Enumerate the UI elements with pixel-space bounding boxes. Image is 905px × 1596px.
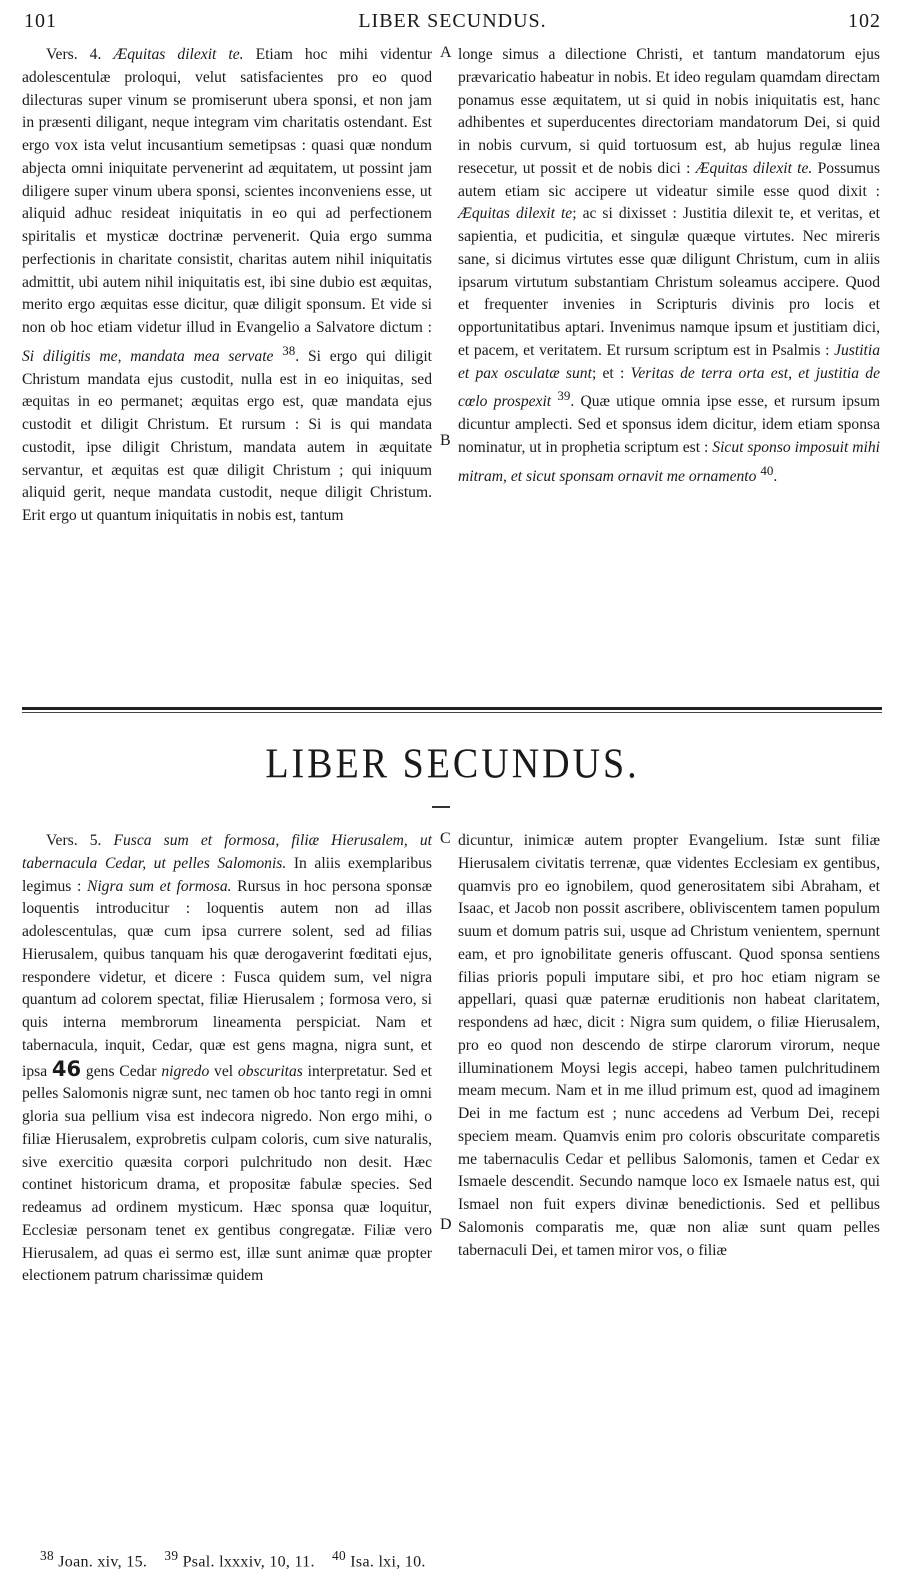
page-number-left: 101 xyxy=(24,10,57,32)
page-number-right: 102 xyxy=(848,10,881,32)
paragraph: longe simus a dilectione Christi, et tantum mandatorum ejus prævaricatio habeatur in nobis. Et ideo regulam quamdam directam ponamus esse æquitatem, ut si quid in nobis iniquitatis est, hanc adhibentes et superducentes directoriam mandatorum Dei, si quid in nobis curvum, si quid tortuosum est, ab hujus regulæ linea resecetur, ut possit et de nobis dici : Æquitas dilexit te. Possumus autem etiam sic accipere ut videatur simile esse quod dixit : Æquitas dilexit te; ac si dixisset : Justitia dilexit te, et veritas, et sapientia, et pudicitia, et singulæ quæque virtutes. Nec mireris sane, si dicimus virtutes esse quæ diligunt Christum, cum in aliis ipsarum virtutum substantiam Christum soleamus accipere. Quod et frequenter invenies in Scripturis divinis pro locis et opportunitatibus aptari. Invenimus namque ipsum et justitiam dici, et pacem, et veritatem. Et rursum scriptum est in Psalmis : Justitia et pax osculatæ sunt; et : Veritas de terra orta est, et justitia de cœlo prospexit $^{39}$. Quæ utique omnia ipse esse, et rursum ipsum dicuntur amplecti. Sed et sponsus idem dicitur, idem etiam sponsa nominatur, ut in prophetia scriptum est : Sicut sponso imposuit mihi mitram, et sicut sponsam ornavit me ornamento $^{40}$. xyxy=(458,46,881,485)
section-b-column-left xyxy=(22,830,432,1288)
title-dash xyxy=(432,806,450,808)
section-b-column-right xyxy=(458,830,880,1262)
section-divider-thin xyxy=(22,712,882,713)
margin-letter-d: D xyxy=(440,1216,452,1233)
running-head xyxy=(24,10,881,36)
paragraph: Vers. 4. Æquitas dilexit te. Etiam hoc mihi videntur adolescentulæ proloqui, velut satisfacientes pro eo quod dilecturas super vinum se promiserunt ubera sponsi, et non jam in præsenti diligant, neque integram vim charitatis ostendant. Est ergo vox ista velut incusantium semetipsas : quasi quæ nondum abjecta omni iniquitate pervenerint ad æquitatem, ut possint jam diligere super vinum ubera sponsi, scientes inconveniens esse, ut aliquid adhuc resideat iniquitatis in eo qui ad perfectionem spiritalis et mysticæ doctrinæ pervenerit. Quia ergo summa perfectionis in charitate consistit, charitas autem nihil iniquitatis admittit, ubi autem nihil iniquitatis est, ibi sine dubio est æquitas, merito ergo æquitas esse dicitur, quæ diligit sponsum. Et vide si non ob hoc etiam videtur illud in Evangelio a Salvatore dictum : Si diligitis me, mandata mea servate $^{38}$. Si ergo qui diligit Christum mandata ejus custodit, nulla est in eo iniquitas, sed æquitas in eo permanet; æquitas ergo est, quæ mandata ejus custodit et diligit Christum. Et rursum : Si is qui mandata custodit, ipse diligit Christum, mandata autem in æquitate servantur, et æquitas est quæ diligit Christum ; qui iniquum aliquid gerit, neque mandata custodit, neque diligit Christum. Erit ergo ut quantum iniquitatis in nobis est, tantum xyxy=(22,46,432,525)
paragraph: dicuntur, inimicæ autem propter Evangelium. Istæ sunt filiæ Hierusalem civitatis terrenæ, quæ videntes Ecclesiam ex gentibus, quamvis pro eo ignobilem, quod generositatem sibi Abraham, et Isaac, et Jacob non possit ascribere, obliviscentem tamen populum suum et domum patris sui, usque ad Christum venientem, spernunt eam, et pro ignobilitate generis offuscant. Quod sponsa sentiens filias prioris populi imputare sibi, et pro hoc etiam nigram se appellari, quasi quæ paternæ eruditionis non habeat claritatem, respondens ad hæc, dicit : Nigra sum quidem, o filiæ Hierusalem, pro eo quod non descendo de stirpe clarorum virorum, neque illuminationem Moysi legis accepi, habeo tamen pulchritudinem meam mecum. Nam et in me illud primum est, quod ad imaginem Dei in me factum est ; nunc accedens ad Verbum Dei, recepi speciem meam. Quamvis enim pro coloris obscuritate comparetis me tabernaculis Cedar et pellibus Salomonis, tamen et Cedar ex Ismaele descendit. Secundo namque loco ex Ismaele natus est, qui Ismael non fuit expers divinæ benedictionis. Sed et pellibus Salomonis comparatis me, quæ non aliæ sunt quam pelles tabernaculi Dei, et tamen miror vos, o filiæ xyxy=(458,832,880,1259)
section-a-column-right xyxy=(458,44,880,489)
margin-letter-a: A xyxy=(440,44,452,61)
section-a-column-left xyxy=(22,44,432,528)
footnotes: $^{38}$ Joan. xiv, 15. $^{39}$ Psal. lxxxiv, 10, 11. $^{40}$ Isa. lxi, 10. xyxy=(40,1548,426,1571)
running-title: LIBER SECUNDUS. xyxy=(358,10,547,32)
book-title: LIBER SECUNDUS. xyxy=(265,740,640,788)
margin-letter-c: C xyxy=(440,830,451,847)
margin-letter-b: B xyxy=(440,432,451,449)
paragraph: Vers. 5. Fusca sum et formosa, filiæ Hierusalem, ut tabernacula Cedar, ut pelles Salomonis. In aliis exemplaribus legimus : Nigra sum et formosa. Rursus in hoc persona sponsæ loquentis introducitur : loquentis autem non ad illas adolescentulas, quæ cum ipsa currere solent, sed ad filias Hierusalem, quibus tanquam his quæ derogaverint fœditati ejus, respondere videtur, et dicere : Fusca quidem sum, vel nigra quantum ad colorem spectat, filiæ Hierusalem ; formosa vero, si quis interna membrorum lineamenta perspiciat. Nam et tabernacula, inquit, Cedar, quæ est gens magna, nigra sunt, et ipsa 46 gens Cedar nigredo vel obscuritas interpretatur. Sed et pelles Salomonis nigræ sunt, nec tamen ob hoc tanto regi in omni gloria sua pellium visa est indecora nigredo. Non ergo mihi, o filiæ Hierusalem, exprobretis culpam coloris, cum sive naturalis, sive exercitio quæsita corpori pulchritudo non desit. Hæc continet historicum drama, et propositæ fabulæ species. Sed redeamus ad ordinem mysticum. Hæc sponsa quæ loquitur, Ecclesiæ personam tenet ex gentibus congregatæ. Filiæ vero Hierusalem, ad quas ei sermo est, illæ sunt animæ quæ propter electionem patrum charissimæ quidem xyxy=(22,832,433,1285)
section-divider xyxy=(22,707,882,710)
